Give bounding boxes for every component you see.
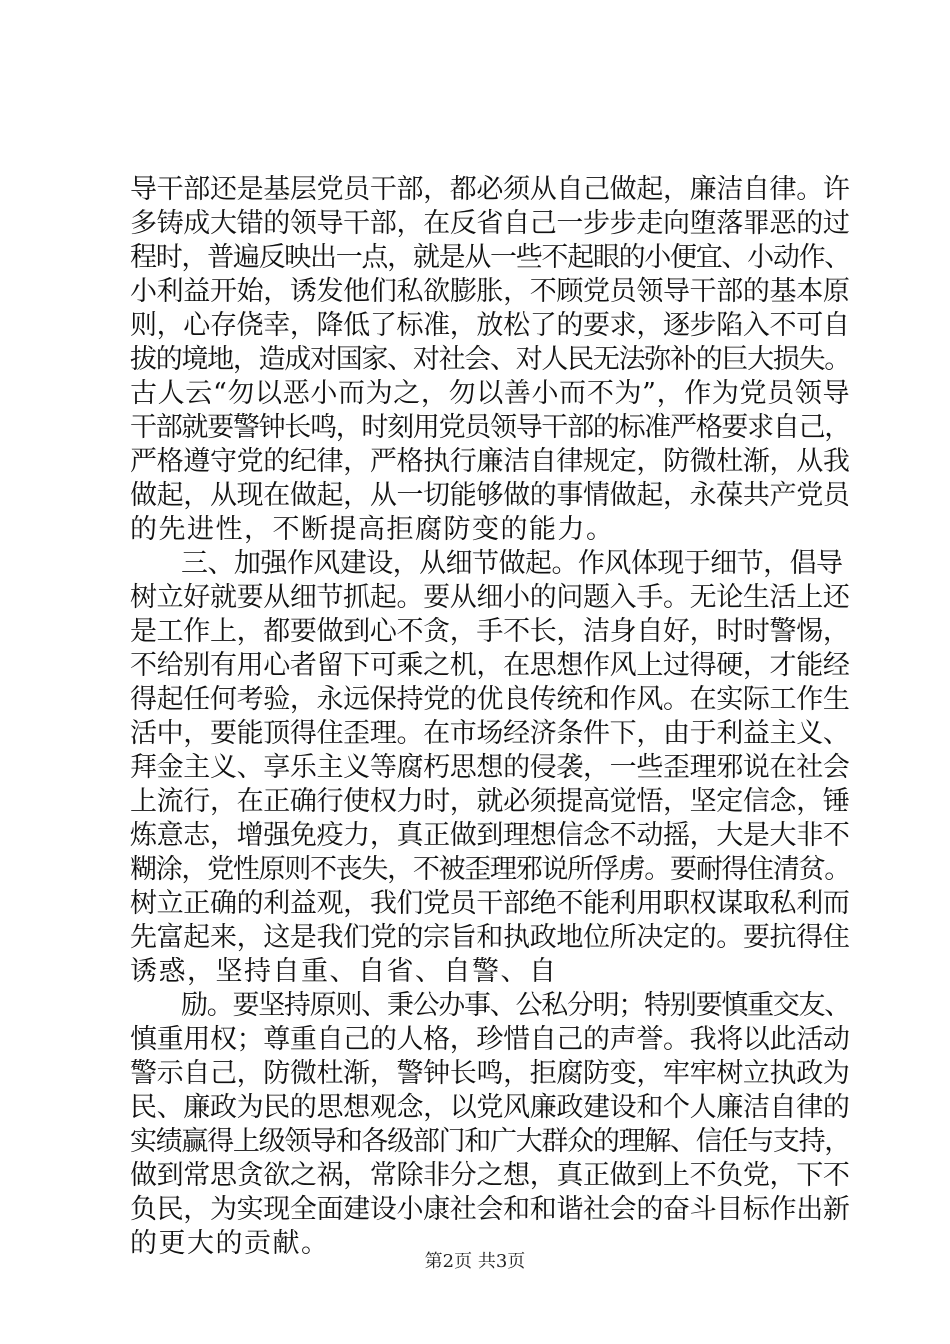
text-line: 不给别有用心者留下可乘之机，在思想作风上过得硬，才能经 (130, 650, 850, 681)
text-line: 古人云“勿以恶小而为之，勿以善小而不为”，作为党员领导 (130, 378, 851, 409)
text-line: 多铸成大错的领导干部，在反省自己一步步走向堕落罪恶的过 (130, 208, 850, 239)
text-line: 负民，为实现全面建设小康社会和和谐社会的奋斗目标作出新 (130, 1194, 850, 1225)
text-line: 民、廉政为民的思想观念，以党风廉政建设和个人廉洁自律的 (130, 1092, 850, 1123)
text-line: 得起任何考验，永远保持党的优良传统和作风。在实际工作生 (130, 684, 850, 715)
text-line: 小利益开始，诱发他们私欲膨胀，不顾党员领导干部的基本原 (130, 276, 850, 307)
paragraph-start-line: 励。要坚持原则、秉公办事、公私分明；特别要慎重交友、 (181, 990, 850, 1021)
text-line: 炼意志，增强免疫力，真正做到理想信念不动摇，大是大非不 (130, 820, 850, 851)
text-line: 干部就要警钟长鸣，时刻用党员领导干部的标准严格要求自己， (130, 412, 850, 443)
text-line: 的更大的贡献。 (130, 1228, 330, 1259)
text-line: 拜金主义、享乐主义等腐朽思想的侵袭，一些歪理邪说在社会 (130, 752, 850, 783)
text-line: 程时，普遍反映出一点，就是从一些不起眼的小便宜、小动作、 (130, 242, 850, 273)
text-line: 警示自己，防微杜渐，警钟长鸣，拒腐防变，牢牢树立执政为 (130, 1058, 850, 1089)
text-line: 拔的境地，造成对国家、对社会、对人民无法弥补的巨大损失。 (130, 344, 850, 375)
text-line: 上流行，在正确行使权力时，就必须提高觉悟，坚定信念，锤 (130, 786, 850, 817)
text-line: 导干部还是基层党员干部，都必须从自己做起，廉洁自律。许 (130, 174, 850, 205)
paragraph-start-line: 三、加强作风建设，从细节做起。作风体现于细节，倡导 (181, 548, 843, 579)
text-line: 活中，要能顶得住歪理。在市场经济条件下，由于利益主义、 (130, 718, 850, 749)
text-line: 做到常思贪欲之祸，常除非分之想，真正做到上不负党，下不 (130, 1160, 850, 1191)
text-line: 诱惑，坚持自重、自省、自警、自 (130, 956, 558, 987)
text-line: 树立好就要从细节抓起。要从细小的问题入手。无论生活上还 (130, 582, 850, 613)
text-line: 糊涂，党性原则不丧失，不被歪理邪说所俘虏。要耐得住清贫。 (130, 854, 850, 885)
text-line: 先富起来，这是我们党的宗旨和执政地位所决定的。要抗得住 (130, 922, 850, 953)
text-line: 实绩赢得上级领导和各级部门和广大群众的理解、信任与支持， (130, 1126, 850, 1157)
text-line: 做起，从现在做起，从一切能够做的事情做起，永葆共产党员 (130, 480, 850, 511)
text-line: 严格遵守党的纪律，严格执行廉洁自律规定，防微杜渐，从我 (130, 446, 850, 477)
text-line: 是工作上，都要做到心不贪，手不长，洁身自好，时时警惕， (130, 616, 850, 647)
text-line: 的先进性，不断提高拒腐防变的能力。 (130, 514, 615, 545)
page-number-footer: 第2页 共3页 (424, 1251, 526, 1272)
text-line: 慎重用权；尊重自己的人格，珍惜自己的声誉。我将以此活动 (130, 1024, 850, 1055)
text-line: 树立正确的利益观，我们党员干部绝不能利用职权谋取私利而 (130, 888, 850, 919)
text-line: 则，心存侥幸，降低了标准，放松了的要求，逐步陷入不可自 (130, 310, 850, 341)
